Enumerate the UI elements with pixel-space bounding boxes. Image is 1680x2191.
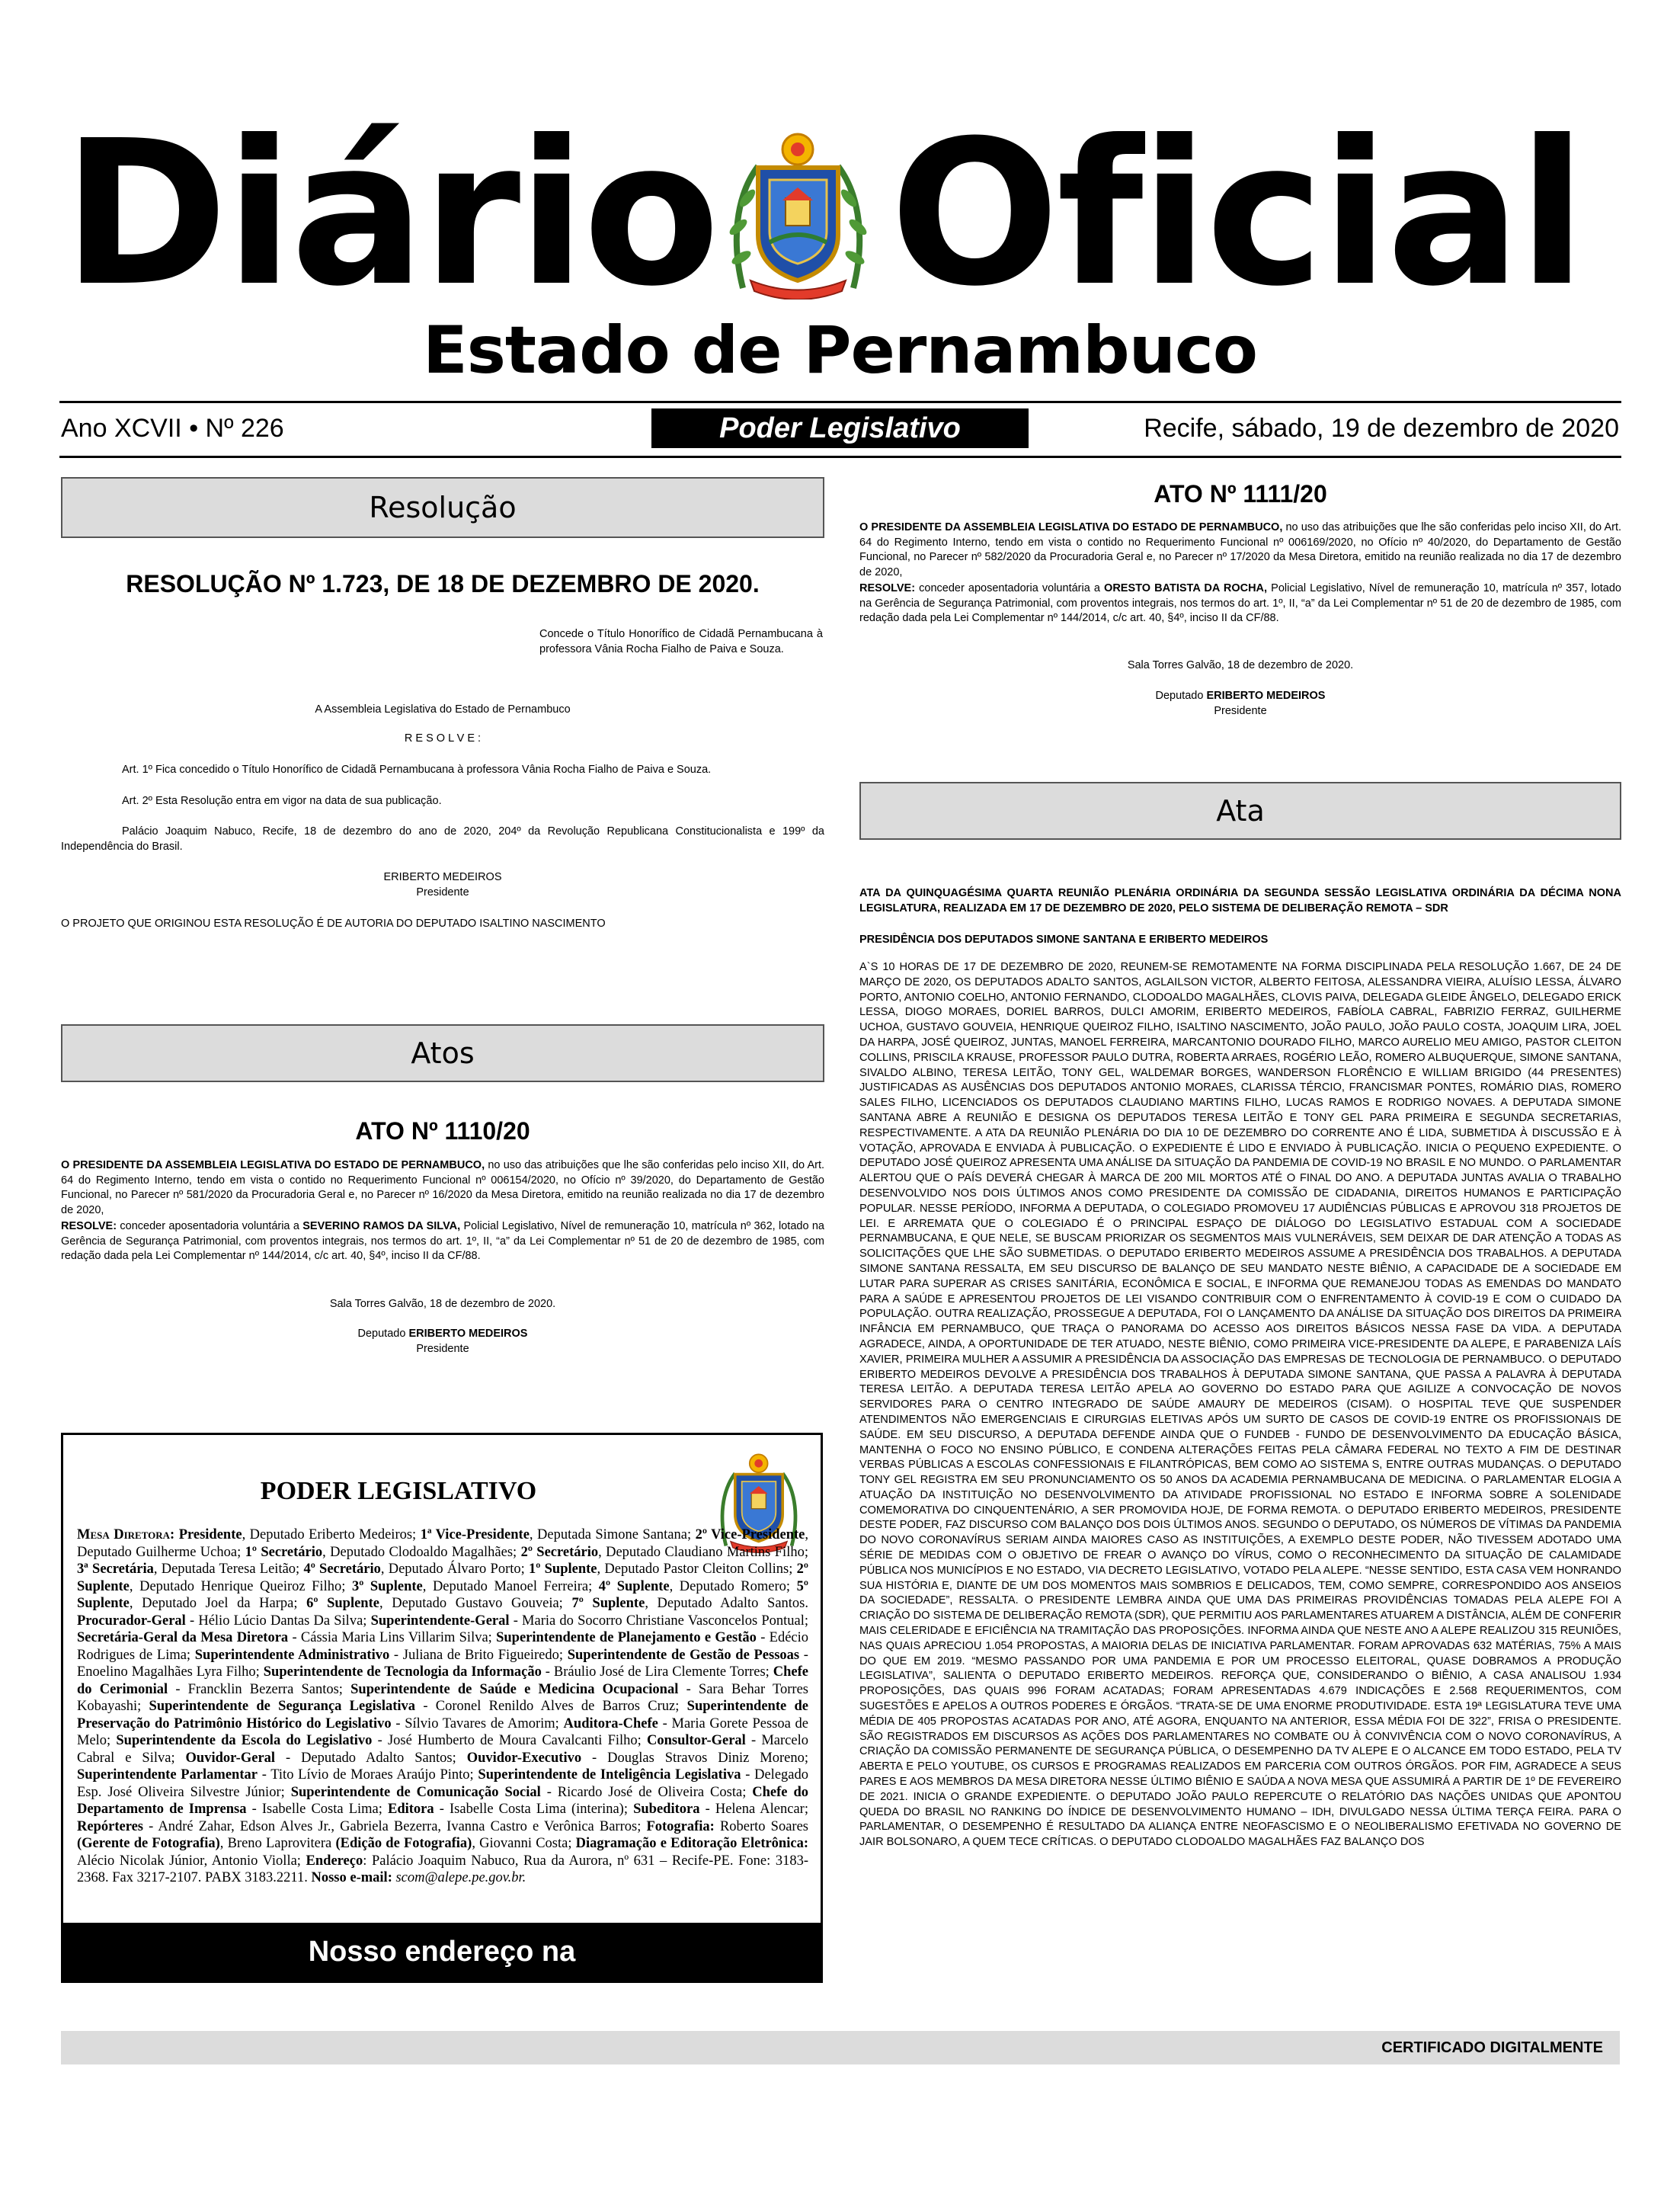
edition-number: Ano XCVII • Nº 226	[61, 414, 284, 443]
resolucao-note: O PROJETO QUE ORIGINOU ESTA RESOLUÇÃO É DE AUTORIA DO DEPUTADO ISALTINO NASCIMENTO	[61, 918, 606, 930]
credit-name: - Francklin Bezerra Santos;	[168, 1681, 351, 1697]
resolucao-intro: A Assembleia Legislativa do Estado de Pernambuco	[315, 703, 571, 716]
credit-role: 3ª Secretária	[77, 1562, 154, 1577]
credit-name: - Helena Alencar;	[699, 1802, 808, 1817]
credit-role: Superintendente de Comunicação Social	[290, 1784, 541, 1800]
credit-role: 3º Suplente	[351, 1578, 423, 1594]
ata-heading: ATA DA QUINQUAGÉSIMA QUARTA REUNIÃO PLENÁRIA ORDINÁRIA DA SEGUNDA SESSÃO LEGISLATIVA ORDINÁRIA DA DÉCIMA NONA LEGISLATURA, REALIZADA EM 17 DE DEZEMBRO DE 2020, PELO SISTEMA DE DELIBERAÇÃO REMOTA – SDR	[859, 887, 1621, 915]
credit-role: 4º Secretário	[303, 1562, 381, 1577]
credit-role: Superintendente de Inteligência Legislativa	[478, 1767, 741, 1783]
credit-role: 1ª Vice-Presidente	[420, 1527, 530, 1542]
credit-name: - Douglas Stravos Diniz Moreno;	[581, 1750, 808, 1766]
credit-name: - Edécio Rodrigues de Lima;	[77, 1630, 809, 1663]
resolucao-signer-role: Presidente	[416, 886, 469, 899]
credit-role: Editora	[388, 1802, 434, 1817]
credit-role: 1º Suplente	[529, 1562, 597, 1577]
credit-name: - Ricardo José de Oliveira Costa;	[540, 1784, 753, 1800]
credit-name: , Deputado Romero;	[669, 1578, 797, 1594]
credit-name: , Deputado Eriberto Medeiros;	[242, 1527, 421, 1542]
ato-1111-signer-role: Presidente	[1214, 705, 1267, 717]
credit-name: , Giovanni Costa;	[472, 1836, 576, 1851]
credit-name: , Deputado Claudiano Martins Filho;	[598, 1544, 808, 1560]
credit-role: Chefe do Departamento de Imprensa	[77, 1784, 808, 1817]
credit-role: Superintendente da Escola do Legislativo	[116, 1733, 373, 1748]
poder-legislativo-box	[61, 1433, 823, 2026]
resolucao-art2: Art. 2º Esta Resolução entra em vigor na data de sua publicação.	[122, 795, 442, 807]
credit-role: Superintendente de Segurança Legislativa	[149, 1699, 416, 1714]
ata-body: A`S 10 HORAS DE 17 DE DEZEMBRO DE 2020, REUNEM-SE REMOTAMENTE NA FORMA DISCIPLINADA PELA RESOLUÇÃO 1.667, DE 24 DE MARÇO DE 2020, OS DEPUTADOS ADALTO SANTOS, AGLAILSON VICTOR, ALBERTO FEITOSA, ALESSANDRA VIEIRA, ALUÍSIO LESSA, ÁLVARO PORTO, ANTONIO COELHO, ANTONIO FERNANDO, CLODOALDO MAGALHÃES, CLOVIS PAIVA, DELEGADA GLEIDE ÂNGELO, DELEGADO ERICK LESSA, DIOGO MORAES, DORIEL BARROS, DULCI AMORIM, ERIBERTO MEDEIROS, FABÍOLA CABRAL, FABRIZIO FERRAZ, GUILHERME UCHOA, GUSTAVO GOUVEIA, HENRIQUE QUEIROZ FILHO, ISALTINO NASCIMENTO, JOÃO PAULO, JOÃO PAULO COSTA, JOAQUIM LIRA, JOEL DA HARPA, JOSÉ QUEIROZ, JUNTAS, MANOEL FERREIRA, MARCANTONIO DOURADO FILHO, MARCO AURELIO MEU AMIGO, PASTOR CLEITON COLLINS, PRISCILA KRAUSE, PROFESSOR PAULO DUTRA, ROBERTA ARRAES, ROGÉRIO LEÃO, ROMERO ALBUQUERQUE, SIMONE SANTANA, SIVALDO ALBINO, TERESA LEITÃO, TONY GEL, WALDEMAR BORGES, WANDERSON FLORÊNCIO E WILLIAM BRIGIDO (44 PRESENTES) JUSTIFICADAS AS AUSÊNCIAS DOS DEPUTADOS ANTONIO MORAES, CLARISSA TÉRCIO, FRANCISMAR PONTES, ROMÁRIO DIAS, ROMERO SALES FILHO, LICENCIADOS OS DEPUTADOS CLAUDIANO MARTINS FILHO, LUCAS RAMOS E RODRIGO NOVAES. A DEPUTADA SIMONE SANTANA ABRE A REUNIÃO E DESIGNA OS DEPUTADOS TERESA LEITÃO E TONY GEL PARA PRIMEIRA E SEGUNDA SECRETARIAS, RESPECTIVAMENTE. A ATA DA REUNIÃO PLENÁRIA DO DIA 10 DE DEZEMBRO DO CORRENTE ANO É LIDA, SUBMETIDA À DISCUSSÃO E À VOTAÇÃO, APROVADA E ENVIADA À PUBLICAÇÃO. O EXPEDIENTE É LIDO E ENVIADO À PUBLICAÇÃO. INICIA O PEQUENO EXPEDIENTE. O DEPUTADO JOSÉ QUEIROZ APRESENTA UMA ANÁLISE DA SITUAÇÃO DA PANDEMIA DE COVID-19 NO BRASIL E NO MUNDO. O PARLAMENTAR ALERTOU QUE O PAÍS DEVERÁ CHEGAR À MARCA DE 200 MIL MORTOS ATÉ O FINAL DO ANO. A DEPUTADA JUNTAS AVALIA O TRABALHO DESENVOLVIDO NOS DOIS ÚLTIMOS ANOS COMO PRESIDENTE DA COMISSÃO DE CIDADANIA, DIREITOS HUMANOS E PARTICIPAÇÃO POPULAR. NESSE PERÍODO, INFORMA A DEPUTADA, O COLEGIADO PROMOVEU 17 AUDIÊNCIAS PÚBLICAS E APROVOU 318 PROJETOS DE LEI. E ARREMATA QUE O COLEGIADO É O PRINCIPAL ESPAÇO DE DIÁLOGO DO LEGISLATIVO ESTADUAL COM A SOCIEDADE PERNAMBUCANA, E QUE NELE, SE BUSCAM PRIORIZAR OS SEGMENTOS MAIS VULNERÁVEIS, SEM DEIXAR DE DAR ATENÇÃO A TODAS AS SOLICITAÇÕES QUE LHE SÃO SUBMETIDAS. O DEPUTADO ERIBERTO MEDEIROS ASSUME A PRESIDÊNCIA DOS TRABALHOS. A DEPUTADA SIMONE SANTANA RESSALTA, EM SEU DISCURSO DE BALANÇO DE SEU MANDATO NESTE BIÊNIO, A CAPACIDADE DE A SOCIEDADE EM LUTAR PARA SUPERAR AS CRISES SANITÁRIA, ECONÔMICA E SOCIAL, E INFORMA QUE REMANEJOU TODAS AS EMENDAS DO MANDATO PARA A SAÚDE E APRESENTOU PROJETOS DE LEI VISANDO CONTRIBUIR COM O ENFRENTAMENTO À COVID-19 E COM O CUIDADO DA POPULAÇÃO. OUTRA REALIZAÇÃO, PROSSEGUE A DEPUTADA, FOI O LANÇAMENTO DA ANÁLISE DA SITUAÇÃO DOS DIREITOS DA PRIMEIRA INFÂNCIA EM PERNAMBUCO, QUE TRAÇA O PANORAMA DO ACESSO AOS DIREITOS BÁSICOS NESSA FASE DA VIDA. A DEPUTADA AGRADECE, AINDA, A OPORTUNIDADE DE TER ATUADO, NESTE BIÊNIO, COMO PRIMEIRA VICE-PRESIDENTE DA ALEPE, E PARABENIZA LAÍS XAVIER, PRIMEIRA MULHER A ASSUMIR A PRESIDÊNCIA DA ASSOCIAÇÃO DAS EMPRESAS DE TECNOLOGIA DE PERNAMBUCO. O DEPUTADO ERIBERTO MEDEIROS DEVOLVE A PRESIDÊNCIA DOS TRABALHOS À DEPUTADA SIMONE SANTANA, QUE PASSA A PALAVRA À DEPUTADA TERESA LEITÃO. A DEPUTADA TERESA LEITÃO APELA AO GOVERNO DO ESTADO PARA QUE AGILIZE A CONVOCAÇÃO DE NOVOS SERVIDORES PARA O CENTRO INTEGRADO DE SAÚDE AMAURY DE MEDEIROS (CISAM). O HOSPITAL TEVE QUE SUSPENDER ATENDIMENTOS NÃO EMERGENCIAIS E CIRURGIAS ELETIVAS APÓS UM SURTO DE CASOS DE COVID-19 ENTRE OS PROFISSIONAIS DE SAÚDE. EM SEU DISCURSO, A DEPUTADA DEFENDE AINDA QUE O FUNDEB - FUNDO DE DESENVOLVIMENTO DA EDUCAÇÃO BÁSICA, MANTENHA O FOCO NO ENSINO PÚBLICO, E CONDENA ALTERAÇÕES FEITAS PELA CÂMARA FEDERAL NO TEXTO A FIM DE DESTINAR VERBAS PÚBLICAS A ESCOLAS CONFESSIONAIS E FILANTRÓPICAS, BEM COMO AO SISTEMA S, ENTRE OUTRAS MUDANÇAS. O DEPUTADO TONY GEL REGISTRA EM SEU PRONUNCIAMENTO OS 50 ANOS DA ACADEMIA PERNAMBUCANA DE MEDICINA. O PARLAMENTAR ELOGIA A ATUAÇÃO DA INSTITUIÇÃO NO DESENVOLVIMENTO DA ATIVIDADE PROFISSIONAL NO ESTADO E INFORMA SOBRE A SOLENIDADE COMEMORATIVA DO CINQUENTENÁRIO, A SER PROMOVIDA HOJE, DE FORMA REMOTA. O DEPUTADO ERIBERTO MEDEIROS, PRESIDENTE DESTE PODER, FAZ DISCURSO COM BALANÇO DOS DOIS ÚLTIMOS ANOS. SEGUNDO O DEPUTADO, OS NÚMEROS DE VÍTIMAS DA PANDEMIA DO NOVO CORONAVÍRUS SERIAM AINDA MAIORES CASO AS INSTITUIÇÕES, A EXEMPLO DESTE PODER, NÃO TIVESSEM ADOTADO UMA SÉRIE DE MEDIDAS COM O OBJETIVO DE FREAR O AVANÇO DO VÍRUS, COMO O RECONHECIMENTO DA SITUAÇÃO DE CALAMIDADE PÚBLICA NOS MUNICÍPIOS E NO ESTADO, VIA DECRETO LEGISLATIVO, VOTADO PELA ALEPE. “NESSE SENTIDO, ESTA CASA VEM HONRANDO SUA HISTÓRIA E, DIANTE DE UM DOS MOMENTOS MAIS SOMBRIOS E DELICADOS, TEM, COMO SEMPRE, CORRESPONDIDO AOS ANSEIOS DA SOCIEDADE”, RESSALTA. O PRESIDENTE LEMBRA AINDA QUE UMA DAS PRIMEIRAS PROVIDÊNCIAS TOMADAS PELA ALEPE FOI A CRIAÇÃO DO SISTEMA DE DELIBERAÇÃO REMOTA (SDR), QUE PERMITIU AOS PARLAMENTARES ATUAREM A DISTÂNCIA, ALÉM DE CONFERIR MAIS CELERIDADE E EFICIÊNCIA NA TRAMITAÇÃO DAS PROPOSIÇÕES. INFORMA AINDA QUE NESTE ANO A ALEPE REALIZOU 315 REUNIÕES, NAS QUAIS APRECIOU 1.054 PROPOSTAS, A MAIORIA DELAS DE INICIATIVA PARLAMENTAR. FORAM APROVADAS 632 MATÉRIAS, 75% A MAIS DO QUE EM 2019. “MESMO PASSANDO POR UMA PANDEMIA E POR UM PROCESSO ELEITORAL, QUASE DOBRAMOS A PRODUÇÃO LEGISLATIVA”, SALIENTA O DEPUTADO ERIBERTO MEDEIROS. REFORÇA QUE, CONSIDERANDO O BIÊNIO, A CASA ANALISOU 1.934 PROPOSIÇÕES, DAS QUAIS 996 FORAM ACATADAS; FORAM APRESENTADAS 4.679 INDICAÇÕES E 2.568 REQUERIMENTOS, COM SUGESTÕES E APELOS A OUTROS PODERES E ÓRGÃOS. “TRATA-SE DE UMA ENORME PRODUTIVIDADE. ESTA 19ª LEGISLATURA TEVE UMA MÉDIA DE 405 PROPOSTAS ACATADAS POR ANO, ATÉ AGORA, ENQUANTO NA ANTERIOR, ESSA MÉDIA FOI DE 322”, FRISA O PRESIDENTE. SÃO REGISTRADOS EM DISCURSOS AS AÇÕES DOS PARLAMENTARES NO COMBATE OU À CONVIVÊNCIA COM O NOVO CORONAVÍRUS, A CRIAÇÃO DA COMISSÃO PERMANENTE DE SEGURANÇA PÚBLICA, O DESEMPENHO DA TV ALEPE E O ALCANCE EM TODO ESTADO, PELA TV ABERTA E PELO YOUTUBE, OS CURSOS E PROGRAMAS REALIZADOS EM PARCERIA COM OUTROS ÓRGÃOS. POR FIM, AGRADECE A SEUS PARES E AOS MEMBROS DA MESA DIRETORA NESSE ÚLTIMO BIÊNIO E SAÚDA A NOVA MESA QUE ASSUMIRÁ A PARTIR DE 1º DE FEVEREIRO DE 2021. INICIA O GRANDE EXPEDIENTE. O DEPUTADO JOÃO PAULO REPERCUTE O RELATÓRIO DAS NAÇÕES UNIDAS QUE APONTOU QUEDA DO BRASIL NO RANKING DO ÍNDICE DE DESENVOLVIMENTO HUMANO – IDH, DIVULGADO NESSA ÚLTIMA TERÇA FEIRA. PARA O PARLAMENTAR, O DESEMPENHO É RESULTADO DA ALIANÇA ENTRE NEOFASCISMO E O NEOLIBERALISMO EFETIVADA NO GOVERNO DE JAIR BOLSONARO, A QUEM TECE CRÍTICAS. O DEPUTADO CLODOALDO MAGALHÃES FAZ BALANÇO DOS	[859, 961, 1621, 1849]
credit-name: , Deputado Álvaro Porto;	[380, 1562, 530, 1577]
credit-role: Procurador-Geral	[77, 1613, 186, 1629]
ato-1111-heading: ATO Nº 1111/20	[1154, 480, 1327, 508]
ato-1111-signer: Deputado ERIBERTO MEDEIROS	[1155, 690, 1326, 702]
credit-role: Endereço	[306, 1853, 363, 1869]
credit-role: (Gerente de Fotografia)	[77, 1836, 220, 1851]
credit-name: : Palácio Joaquim Nabuco, Rua da Aurora, nº 631 – Recife-PE. Fone: 3183-2368. Fax 3217-2107. PABX 3183.2211.	[77, 1853, 808, 1885]
resolucao-place: Palácio Joaquim Nabuco, Recife, 18 de dezembro do ano de 2020, 204º da Revolução Republicana Constitucionalista e 199º da Independência do Brasil.	[61, 825, 824, 853]
credit-name: - Delegado Esp. José Oliveira Silvestre Júnior;	[77, 1767, 808, 1800]
ato-1111-resolve: RESOLVE: conceder aposentadoria voluntária a ORESTO BATISTA DA ROCHA, Policial Legislativo, Nível de remuneração 10, matrícula nº 357, lotado na Gerência de Segurança Patrimonial, com proventos integrais, nos termos do art. 1º, II, “a” da Lei Complementar nº 51 de 20 de dezembro de 1985, com redação dada pela Lei Complementar nº 144/2014, c/c art. 40, §4º, inciso II da CF/88.	[859, 582, 1621, 624]
credit-name: , Deputado Manoel Ferreira;	[422, 1578, 599, 1594]
resolucao-ementa: Concede o Título Honorífico de Cidadã Pernambucana à professora Vânia Rocha Fialho de Paiva e Souza.	[539, 628, 823, 655]
credit-name: - Enoelino Magalhães Lyra Filho;	[77, 1647, 808, 1680]
credit-role: Subeditora	[633, 1802, 700, 1817]
credit-role: Superintendente de Gestão de Pessoas	[567, 1647, 800, 1663]
credit-name: , Breno Laprovitera	[219, 1836, 336, 1851]
credit-name: - André Zahar, Edson Alves Jr., Gabriela Bezerra, Ivanna Castro e Verônica Barros;	[142, 1818, 647, 1834]
credit-role: Chefe do Cerimonial	[77, 1664, 808, 1697]
credit-role: Auditora-Chefe	[563, 1715, 658, 1731]
credit-name: - Sílvio Tavares de Amorim;	[391, 1715, 564, 1731]
credit-name: - Deputado Adalto Santos;	[275, 1750, 467, 1766]
credit-name: , Deputado Joel da Harpa;	[129, 1596, 307, 1611]
credit-name: , Deputado Gustavo Gouveia;	[379, 1596, 572, 1611]
credit-name: - Cássia Maria Lins Villarim Silva;	[288, 1630, 497, 1645]
pernambuco-coat-of-arms-icon	[728, 128, 869, 300]
credit-name: - Maria Gorete Pessoa de Melo;	[77, 1715, 809, 1748]
credit-name: - Isabelle Costa Lima;	[246, 1802, 388, 1817]
credit-name: - Bráulio José de Lira Clemente Torres;	[541, 1664, 773, 1680]
credit-role: 2º Suplente	[77, 1562, 808, 1594]
section-bar-resolucao: Resolução	[61, 477, 824, 538]
poder-legislativo-title: PODER LEGISLATIVO	[260, 1477, 537, 1505]
credit-role: Superintendente Administrativo	[194, 1647, 390, 1663]
masthead-top-rule	[59, 401, 1621, 403]
masthead-title-right: Oficial	[890, 98, 1584, 330]
credit-role: Ouvidor-Executivo	[466, 1750, 582, 1766]
website-banner	[63, 1923, 821, 2026]
ato-1110-heading: ATO Nº 1110/20	[355, 1117, 530, 1145]
credit-name: Alécio Nicolak Júnior, Antonio Violla;	[77, 1853, 306, 1869]
credit-role: Fotografia:	[646, 1818, 715, 1834]
credit-role: Diagramação e Editoração Eletrônica:	[575, 1836, 808, 1851]
certified-label: CERTIFICADO DIGITALMENTE	[1381, 2039, 1603, 2056]
credit-role: Superintendente de Planejamento e Gestão	[496, 1630, 757, 1645]
credit-role: 7º Suplente	[571, 1596, 645, 1611]
contact-email: scom@alepe.pe.gov.br.	[395, 1870, 526, 1885]
certified-bar	[61, 2031, 1620, 2064]
credit-name: , Deputado Clodoaldo Magalhães;	[322, 1544, 521, 1560]
credit-name: - José Humberto de Moura Cavalcanti Filho;	[372, 1733, 647, 1748]
resolucao-resolve: R E S O L V E :	[404, 732, 482, 745]
credit-role: 2º Vice-Presidente	[695, 1527, 805, 1542]
resolucao-art1: Art. 1º Fica concedido o Título Honorífico de Cidadã Pernambucana à professora Vânia Rocha Fialho de Paiva e Souza.	[122, 764, 712, 776]
credit-name: - Sara Behar Torres Kobayashi;	[77, 1681, 808, 1714]
credit-name: - Coronel Renildo Alves de Barros Cruz;	[415, 1699, 687, 1714]
credit-name: - Isabelle Costa Lima (interina);	[434, 1802, 634, 1817]
credit-role: Secretária-Geral da Mesa Diretora	[77, 1630, 289, 1645]
credit-name: , Deputado Henrique Queiroz Filho;	[129, 1578, 352, 1594]
credit-name: - Maria do Socorro Christiane Vasconcelos Pontual;	[509, 1613, 808, 1629]
poder-legislativo-credits	[77, 1526, 808, 1887]
ato-1110-considerando: O PRESIDENTE DA ASSEMBLEIA LEGISLATIVA DO ESTADO DE PERNAMBUCO, no uso das atribuições que lhe são conferidas pelo inciso XII, do Art. 64 do Regimento Interno, tendo em vista o contido no Requerimento Funcional nº 006154/2020, no Ofício nº 39/2020, do Departamento de Gestão Funcional, no Parecer nº 581/2020 da Procuradoria Geral e, no Parecer nº 16/2020 da Mesa Diretora, emitido na reunião realizada no dia 17 de dezembro de 2020,	[61, 1159, 824, 1216]
section-bar-atos: Atos	[61, 1024, 824, 1082]
credit-name: , Deputada Teresa Leitão;	[153, 1562, 304, 1577]
ato-1111-considerando: O PRESIDENTE DA ASSEMBLEIA LEGISLATIVA DO ESTADO DE PERNAMBUCO, no uso das atribuições que lhe são conferidas pelo inciso XII, do Art. 64 do Regimento Interno, tendo em vista o contido no Requerimento Funcional nº 006169/2020, no Ofício nº 40/2020, do Departamento de Gestão Funcional, no Parecer nº 582/2020 da Procuradoria Geral e, no Parecer nº 17/2020 da Mesa Diretora, emitido na reunião realizada no dia 17 de dezembro de 2020,	[859, 521, 1621, 578]
credit-role: Repórteres	[77, 1818, 143, 1834]
credit-name: , Deputado Adalto Santos.	[645, 1596, 808, 1611]
credit-role: Presidente	[178, 1527, 242, 1542]
website-link[interactable]: http://www.alepe.pe.gov.br	[325, 1994, 691, 2026]
credit-role: Superintendente de Tecnologia da Informação	[263, 1664, 542, 1680]
credit-role: 2º Secretário	[520, 1544, 599, 1560]
masthead-title-left: Diário	[62, 98, 718, 330]
credit-name: Roberto Soares	[714, 1818, 808, 1834]
credit-name: , Deputado Guilherme Uchoa;	[77, 1527, 809, 1560]
edition-date: Recife, sábado, 19 de dezembro de 2020	[1144, 414, 1619, 443]
credit-name: , Deputado Pastor Cleiton Collins;	[597, 1562, 797, 1577]
credit-role: 1º Secretário	[245, 1544, 323, 1560]
website-label: Nosso endereço na Internet:	[193, 1936, 576, 2026]
ata-presidency: PRESIDÊNCIA DOS DEPUTADOS SIMONE SANTANA E ERIBERTO MEDEIROS	[859, 934, 1269, 946]
section-bar-ata: Ata	[859, 782, 1621, 840]
ato-1110-signer: Deputado ERIBERTO MEDEIROS	[357, 1328, 528, 1340]
credit-role: 4º Suplente	[598, 1578, 670, 1594]
credit-name: - Marcelo Cabral e Silva;	[77, 1733, 808, 1766]
credit-role: Superintendente de Preservação do Patrimônio Histórico do Legislativo	[77, 1699, 808, 1731]
ato-1110-place: Sala Torres Galvão, 18 de dezembro de 2020.	[329, 1298, 556, 1310]
masthead-subtitle: Estado de Pernambuco	[423, 312, 1257, 389]
credit-name: - Hélio Lúcio Dantas Da Silva;	[185, 1613, 371, 1629]
credit-role: Nosso e-mail:	[311, 1870, 392, 1885]
credit-name: , Deputada Simone Santana;	[529, 1527, 696, 1542]
section-banner: Poder Legislativo	[651, 408, 1029, 448]
credit-role: Superintendente de Saúde e Medicina Ocupacional	[350, 1681, 679, 1697]
credit-role: Superintendente-Geral	[370, 1613, 510, 1629]
credit-role: 6º Suplente	[306, 1596, 379, 1611]
resolucao-signer: ERIBERTO MEDEIROS	[383, 871, 502, 883]
resolucao-heading: RESOLUÇÃO Nº 1.723, DE 18 DE DEZEMBRO DE 2020.	[126, 570, 760, 597]
masthead-bottom-rule	[59, 456, 1621, 458]
credit-name: - Tito Lívio de Moraes Araújo Pinto;	[257, 1767, 478, 1783]
credit-name: - Juliana de Brito Figueiredo;	[389, 1647, 568, 1663]
credit-role: Superintendente Parlamentar	[77, 1767, 258, 1783]
credit-role: Ouvidor-Geral	[185, 1750, 276, 1766]
credit-role: 5º Suplente	[77, 1578, 808, 1611]
mesa-diretora-label: Mesa Diretora:	[77, 1527, 175, 1542]
credit-role: Consultor-Geral	[647, 1733, 746, 1748]
ato-1110-resolve: RESOLVE: conceder aposentadoria voluntária a SEVERINO RAMOS DA SILVA, Policial Legislativo, Nível de remuneração 10, matrícula nº 362, lotado na Gerência de Segurança Patrimonial, com proventos integrais, nos termos do art. 1º, II, “a” da Lei Complementar nº 51 de 20 de dezembro de 1985, com redação dada pela Lei Complementar nº 144/2014, c/c art. 40, §4º, inciso II da CF/88.	[61, 1220, 824, 1262]
ato-1110-signer-role: Presidente	[416, 1343, 469, 1355]
credit-role: (Edição de Fotografia)	[335, 1836, 472, 1851]
ato-1111-place: Sala Torres Galvão, 18 de dezembro de 2020.	[1127, 659, 1354, 671]
